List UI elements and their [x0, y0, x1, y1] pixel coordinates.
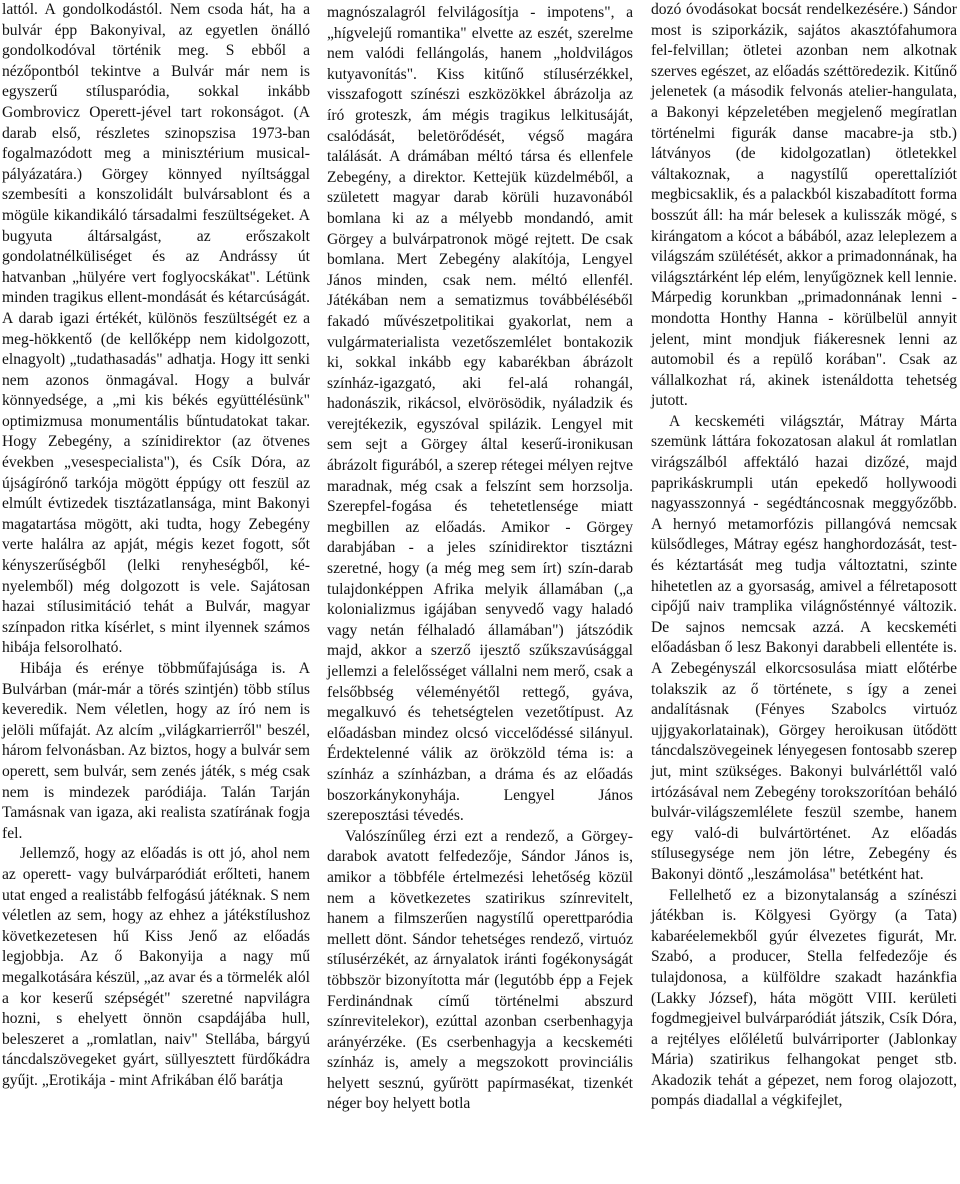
paragraph: Fellelhető ez a bizonytalanság a színészi játékban is. Kölgyesi György (a Tata) kabaréelemekből gyúr élvezetes figurát, Mr. Szabó, a producer, Stella felfedezője és tulajdonosa, a külföldre szakadt hazánkfia (Lakky József), háta mögött VIII. kerületi fogdmegjeivel bulvárparódiát játszik, Csík Dóra, a rejtélyes előléletű bulvárriporter (Jablonkay Mária) szatirikus felhangokat penget stb. Akadozik tehát a gépezet, nem forog olajozott, pompás diadallal a végkifejlet, — [651, 886, 957, 1110]
paragraph: lattól. A gondolkodástól. Nem csoda hát, ha a bulvár épp Bakonyival, az egyetlen önálló gondolkodóval történik meg. S ebből a nézőpontból tekintve a Bulvár már nem is egyszerű stílusparódia, sokkal inkább Gombrovicz Operett-jével tart rokonságot. (A darab első, részletes szinopszisa 1973-ban fogalmazódott meg a minisztérium musical-pályázatára.) Görgey könnyed nyíltsággal szembesíti a konszolidált bulvársablont és a mögüle kikandikáló társadalmi feszültségeket. A bugyuta áltársalgást, az erőszakolt gondolatnélküliséget és az Andrássy út hatvanban „hülyére vert foglyocskákat". Létünk minden tragikus ellent-mondását és kétarcúságát. A darab igazi értékét, különös feszültségét ez a meg-hökkentő (de kellőképp nem kidolgozott, elnagyolt) „tudathasadás" adhatja. Hogy itt senki nem azonos önmagával. Hogy a bulvár könnyedsége, a „mi kis békés együttélésünk" optimizmusa monumentális bűntudatokat takar. Hogy Zebegény, a színidirektor (az ötvenes években „vesespecialista"), és Csík Dóra, az újságírónő tarkója mögött éppúgy ott feszül az elmúlt évtizedek tisztázatlansága, mint Bakonyi magatartása mögött, aki tudta, hogy Zebegény verte halálra az apját, mégis kezet fogott, sőt kényszerűségből (lelki renyheségből, ké-nyelemből) még dolgozott is vele. Sajátosan hazai stílusimitáció tehát a Bulvár, magyar színpadon ritka kísérlet, s mint ilyennek számos hibája felsorolható. — [2, 1, 310, 657]
text-column-2 — [327, 3, 633, 1115]
paragraph: A kecskeméti világsztár, Mátray Márta szemünk láttára fokozatosan alakul át romlatlan virágszálból affektáló hazai dizőzé, majd paprikáskrumpli után epekedő hollywoodi nagyasszonnyá - segédtáncosnak meggyőzőbb. A hernyó metamorfózis pillangóvá nemcsak külsődleges, Mátray egész hanghordozását, test-és kéztartását meg tudja változtatni, szinte hihetetlen az a gyorsaság, amivel a félretaposott cipőjű naiv tramplika világnősténnyé változik. De sajnos nemcsak azzá. A kecskeméti előadásban ő lesz Bakonyi darabbeli ellentéte is. A Zebegényszál elkorcsosulása miatt előtérbe tolakszik az ő története, s így a zenei andalításnak (Fényes Szabolcs virtuóz ujjgyakorlatainak), Görgey heroikusan ütődött táncdalszövegeinek lényegesen fontosabb szerep jut, mint szükséges. Bakonyi bulvárléttől való irtózásával nem Zebegény torokszorítóan beháló bulvár-világszemlélete feszül szembe, hanem egy való-di bulvártörténet. Az előadás stílusegysége nem jön létre, Zebegény és Bakonyi döntő „leszámolása" betétként hat. — [651, 412, 957, 883]
text-column-3 — [651, 0, 957, 1112]
paragraph: Valószínűleg érzi ezt a rendező, a Görgey-darabok avatott felfedezője, Sándor János is, amikor a többféle értelmezési lehetőség közül nem a következetes szatirikus színrevitelt, hanem a filmszerűen nagystílű operettparódia mellett dönt. Sándor tehetséges rendező, virtuóz stílusérzékét, az árnyalatok iránti fogékonyságát többször bizonyította már (legutóbb épp a Fejek Ferdinándnak című történelmi abszurd színrevitelekor), ezúttal azonban cserbenhagyja arányérzéke. (Es cserbenhagyja a kecskeméti színház is, amely a megszokott provinciális helyett sesznú, gyűrött papírmasékat, tizenkét néger boy helyett botla — [327, 827, 633, 1113]
paragraph: Hibája és erénye többműfajúsága is. A Bulvárban (már-már a törés szintjén) több stílus keveredik. Nem véletlen, hogy az író nem is jelöli műfaját. Az alcím „világkarrierről" beszél, három felvonásban. Az biztos, hogy a bulvár sem operett, sem bulvár, sem zenés játék, s még csak nem is mindezek paródiája. Talán Tarján Tamásnak van igaza, aki realista szatírának fogja fel. — [2, 660, 310, 842]
text-column-1 — [2, 0, 310, 1091]
paragraph: Jellemző, hogy az előadás is ott jó, ahol nem az operett- vagy bulvárparódiát erőlteti, hanem utat enged a realistább felfogású játéknak. S nem véletlen az sem, hogy az ehhez a játékstílushoz következetesen hű Kiss Jenő az előadás legjobbja. Az ő Bakonyija a nagy mű megalkotására készül, „az avar és a törmelék alól a kor keserű szépségét" szeretné napvilágra hozni, s ehelyett önnön csapdájába hull, beleszeret a „romlatlan, naiv" Stellába, bárgyú táncdalszövegeket gyárt, süllyesztett fürdőkádra gyűjt. „Erotikája - mint Afrikában élő barátja — [2, 845, 310, 1089]
paragraph: magnószalagról felvilágosítja - impotens", a „hígvelejű romantika" elvette az eszét, szerelme nem valódi fellángolás, hanem „holdvilágos kutyavonítás". Kiss kitűnő stílusérzékkel, visszafogott színészi eszközökkel ábrázolja az író groteszk, ám mégis tragikus lelkitusáját, csalódását, beletörődését, végső magára találását. A drámában méltó társa és ellenfele Zebegény, a direktor. Kettejük küzdelméből, a született magyar darab körüli huzavonából bomlana ki az a mélyebb mondandó, amit Görgey a bulvárpatronok mögé rejtett. De csak bomlana. Mert Zebegény alakítója, Lengyel János minden, csak nem. méltó ellenfél. Játékában nem a sematizmus továbbéléséből fakadó művészetpolitikai gyakorlat, nem a vulgármaterialista vezetőszemlélet bontakozik ki, sokkal inkább egy kabarékban ábrázolt színház-igazgató, aki fel-alá rohangál, hadonászik, rikácsol, elvörösödik, nyáladzik és verejtékezik, egyszóval spilázik. Lengyel mit sem sejt a Görgey által keserű-ironikusan ábrázolt figurából, a szerep rétegei mélyen rejtve maradnak, még csak a felszínt sem horzsolja. Szerepfel-fogása és tehetetlensége miatt megbillen az előadás. Amikor - Görgey darabjában - a jeles színidirektor tisztázni szeretné, hogy (a még meg sem írt) szín-darab tulajdonképpen Afrika melyik államában („a kolonializmus igájában senyvedő vagy haladó vagy netán félhaladó államában") játszódik majd, akkor a szerző ijesztő szűkszavúsággal jellemzi a felelősséget vállalni nem merő, csak a felsőbbség véleményétől rettegő, gyáva, megalkuvó és tehetségtelen vezetőtípust. Az előadásban mindez olcsó viccelődéssé silányul. Érdektelenné válik az örökzöld téma is: a színház a színházban, a dráma és az előadás boszorkánykonyhája. Lengyel János szereposztási tévedés. — [327, 4, 633, 825]
paragraph: dozó óvodásokat bocsát rendelkezésére.) Sándor most is sziporkázik, sajátos akasztófahumora fel-felvillan; ötletei azonban nem alkotnak szerves egészet, az előadás széttöredezik. Kitűnő jelenetek (a második felvonás atelier-hangulata, a Bakonyi képzeletében megjelenő megíratlan történelmi figurák danse macabre-ja stb.) látványos (de kidolgozatlan) ötletekkel váltakoznak, a nagystílű operettalíziót megbicsaklik, és a palackból kiszabadított forma bosszút áll: ha már belesek a kulisszák mögé, s kirángatom a kócot a bábából, azaz leleplezem a világszám szülétését, akkor a primadonnának, ha világsztárként lép elém, lenyűgöznek kell lennie. Márpedig korunkban „primadonnának lenni - mondotta Honthy Hanna - körülbelül annyit jelent, mint mondjuk fiákeresnek lenni az automobil és a repülő korában". Csak az vállalkozhat rá, akinek istenáldotta tehetség jutott. — [651, 1, 957, 410]
